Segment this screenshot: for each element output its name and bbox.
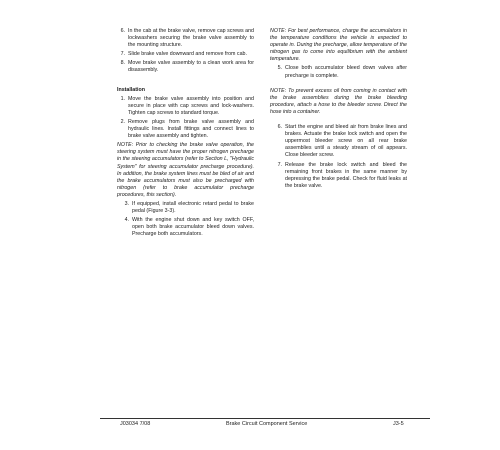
- step-text: Close both accumulator bleed down valves after precharge is complete.: [285, 65, 407, 79]
- footer-doc-id: J03034 7/08: [120, 421, 151, 427]
- footer-page-number: J3-5: [393, 421, 404, 427]
- install-step-4: [117, 217, 254, 238]
- step-text: Move the brake valve assembly into position and secure in place with cap screws and lock-washers. Tighten cap screws to standard torque.: [128, 95, 254, 116]
- step-number: 6.: [120, 28, 125, 34]
- footer-divider: [100, 418, 430, 419]
- step-text: Move brake valve assembly to a clean work area for disassembly.: [128, 60, 254, 74]
- step-6: [117, 28, 254, 49]
- step-text: If equipped, install electronic retard pedal to brake pedal (Figure 3-3).: [132, 200, 254, 215]
- step-number: 7.: [277, 161, 282, 168]
- step-number: 2.: [120, 118, 125, 125]
- note-bleeding: NOTE: To prevent excess oil from coming in contact with the brake assemblies during the brake bleeding procedure, attach a hose to the bleeder screw. Direct the hose into a container.: [270, 87, 407, 115]
- section-heading-installation: Installation: [117, 86, 145, 93]
- note-precharge: NOTE: Prior to checking the brake valve operation, the steering system must have the proper nitrogen precharge in the steering accumulators (refer to Section L, "Hydraulic System" for steering accumulator precharge procedure). In addition, the brake system lines must be bled of air and the brake accumulators must also be precharged with nitrogen (refer to brake accumulator precharge procedures, this section).: [117, 142, 254, 198]
- step-8: [117, 60, 254, 74]
- install-step-1: [117, 96, 254, 117]
- step-number: 5.: [277, 65, 282, 72]
- step-number: 6.: [277, 124, 282, 131]
- step-number: 1.: [120, 95, 125, 102]
- left-column: [117, 28, 254, 240]
- right-column: [270, 28, 407, 192]
- install-step-3: [117, 201, 254, 215]
- step-text: Start the engine and bleed air from brake lines and brakes. Actuate the brake lock switch and open the uppermost bleeder screw on all rear brake assemblies until a steady stream of oil appears. Close bleeder screw.: [285, 124, 407, 159]
- install-step-2: [117, 119, 254, 140]
- step-text: Release the brake lock switch and bleed the remaining front brakes in the same manner by depressing the brake pedal. Check for fluid leaks at the brake valve.: [285, 161, 407, 189]
- note-performance: NOTE: For best performance, charge the accumulators in the temperature conditions the vehicle is expected to operate in. During the precharge, allow temperature of the nitrogen gas to come into equilibrium with the ambient temperature.: [270, 28, 407, 63]
- step-text: With the engine shut down and key switch OFF, open both brake accumulator bleed down valves. Precharge both accumulators.: [132, 217, 254, 238]
- install-step-7: [270, 162, 407, 190]
- step-number: 3.: [124, 200, 129, 207]
- step-number: 4.: [124, 217, 129, 224]
- step-text: Slide brake valve downward and remove from cab.: [128, 51, 247, 58]
- step-text: In the cab at the brake valve, remove cap screws and lockwashers securing the brake valve assembly to the mounting structure.: [128, 28, 254, 49]
- step-text: Remove plugs from brake valve assembly and hydraulic lines. Install fittings and connect lines to brake valve assembly and tighten.: [128, 118, 254, 140]
- install-step-6: [270, 124, 407, 159]
- footer-section-title: Brake Circuit Component Service: [226, 421, 308, 427]
- step-7: [117, 51, 254, 58]
- step-number: 7.: [120, 51, 125, 58]
- step-number: 8.: [120, 60, 125, 67]
- install-step-5: [270, 65, 407, 79]
